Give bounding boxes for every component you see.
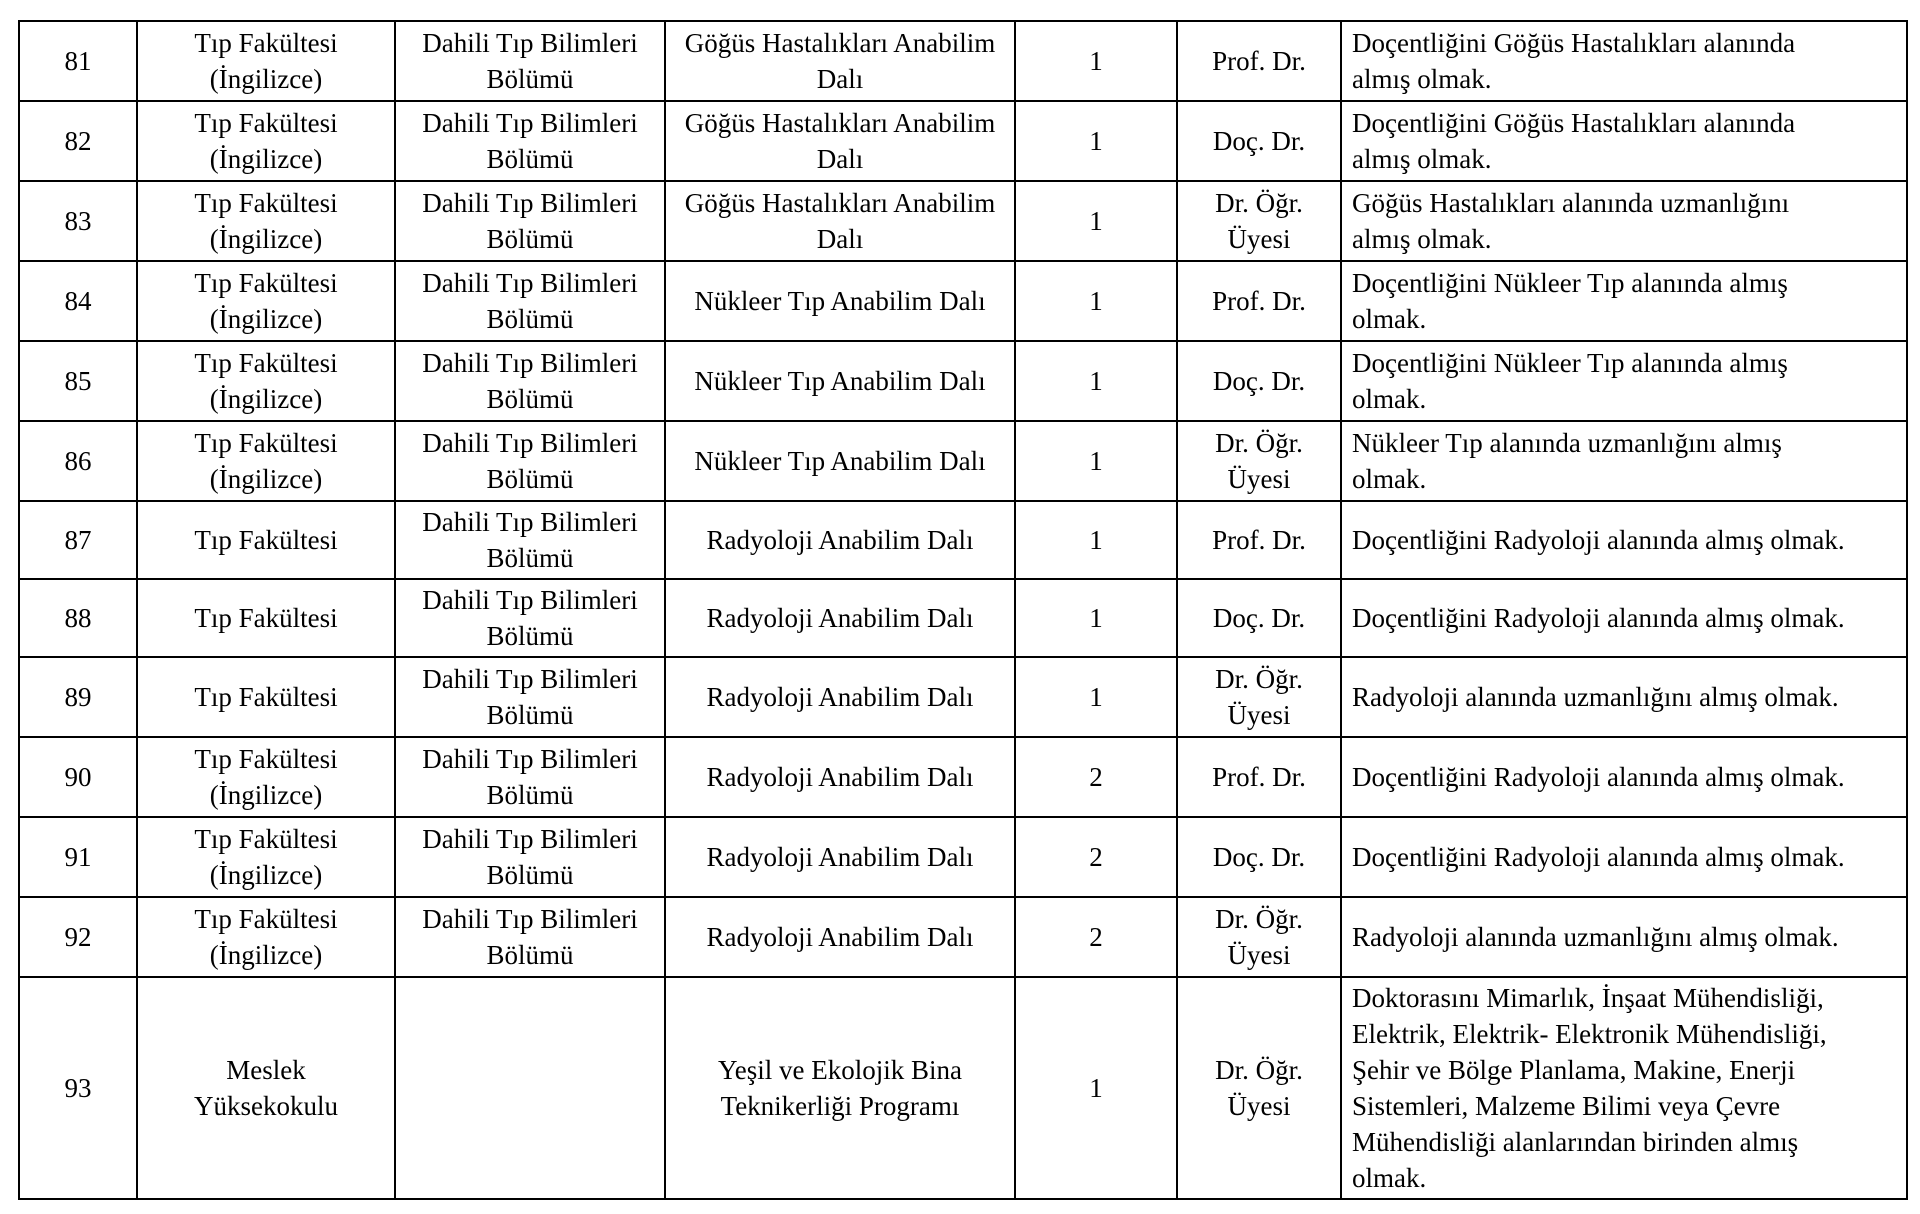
department-cell: Dahili Tıp Bilimleri Bölümü <box>395 341 665 421</box>
title-cell: Dr. Öğr. Üyesi <box>1177 421 1341 501</box>
title-cell: Doç. Dr. <box>1177 817 1341 897</box>
requirement-cell: Doçentliğini Göğüs Hastalıkları alanında almış olmak. <box>1341 21 1907 101</box>
row-number: 82 <box>19 101 137 181</box>
row-number: 83 <box>19 181 137 261</box>
count-cell: 1 <box>1015 21 1177 101</box>
requirement-cell: Doktorasını Mimarlık, İnşaat Mühendisliği, Elektrik, Elektrik- Elektronik Mühendisliği, Şehir ve Bölge Planlama, Makine, Enerji Sistemleri, Malzeme Bilimi veya Çevre Mühendisliği alanlarından birinden almış olmak. <box>1341 977 1907 1199</box>
faculty-cell: Tıp Fakültesi (İngilizce) <box>137 261 395 341</box>
unit-cell: Radyoloji Anabilim Dalı <box>665 657 1015 737</box>
department-cell: Dahili Tıp Bilimleri Bölümü <box>395 421 665 501</box>
title-cell: Doç. Dr. <box>1177 579 1341 657</box>
table-row <box>19 579 1907 657</box>
count-cell: 1 <box>1015 181 1177 261</box>
faculty-cell: Tıp Fakültesi (İngilizce) <box>137 341 395 421</box>
requirement-cell: Radyoloji alanında uzmanlığını almış olmak. <box>1341 657 1907 737</box>
unit-cell: Göğüs Hastalıkları Anabilim Dalı <box>665 101 1015 181</box>
row-number: 89 <box>19 657 137 737</box>
faculty-cell: Tıp Fakültesi (İngilizce) <box>137 21 395 101</box>
unit-cell: Radyoloji Anabilim Dalı <box>665 501 1015 579</box>
unit-cell: Nükleer Tıp Anabilim Dalı <box>665 341 1015 421</box>
department-cell: Dahili Tıp Bilimleri Bölümü <box>395 657 665 737</box>
title-cell: Prof. Dr. <box>1177 261 1341 341</box>
requirement-cell: Doçentliğini Radyoloji alanında almış olmak. <box>1341 737 1907 817</box>
faculty-cell: Tıp Fakültesi (İngilizce) <box>137 737 395 817</box>
table-row <box>19 261 1907 341</box>
positions-table <box>18 20 1908 1200</box>
row-number: 84 <box>19 261 137 341</box>
title-cell: Dr. Öğr. Üyesi <box>1177 897 1341 977</box>
count-cell: 2 <box>1015 817 1177 897</box>
unit-cell: Nükleer Tıp Anabilim Dalı <box>665 261 1015 341</box>
title-cell: Prof. Dr. <box>1177 21 1341 101</box>
title-cell: Prof. Dr. <box>1177 737 1341 817</box>
title-cell: Dr. Öğr. Üyesi <box>1177 657 1341 737</box>
department-cell <box>395 977 665 1199</box>
title-cell: Doç. Dr. <box>1177 341 1341 421</box>
table-row <box>19 977 1907 1199</box>
faculty-cell: Tıp Fakültesi (İngilizce) <box>137 897 395 977</box>
unit-cell: Yeşil ve Ekolojik Bina Teknikerliği Programı <box>665 977 1015 1199</box>
department-cell: Dahili Tıp Bilimleri Bölümü <box>395 21 665 101</box>
requirement-cell: Radyoloji alanında uzmanlığını almış olmak. <box>1341 897 1907 977</box>
row-number: 93 <box>19 977 137 1199</box>
department-cell: Dahili Tıp Bilimleri Bölümü <box>395 501 665 579</box>
requirement-cell: Doçentliğini Nükleer Tıp alanında almış olmak. <box>1341 261 1907 341</box>
unit-cell: Radyoloji Anabilim Dalı <box>665 897 1015 977</box>
row-number: 81 <box>19 21 137 101</box>
department-cell: Dahili Tıp Bilimleri Bölümü <box>395 897 665 977</box>
unit-cell: Göğüs Hastalıkları Anabilim Dalı <box>665 181 1015 261</box>
row-number: 85 <box>19 341 137 421</box>
faculty-cell: Tıp Fakültesi (İngilizce) <box>137 181 395 261</box>
row-number: 92 <box>19 897 137 977</box>
requirement-cell: Göğüs Hastalıkları alanında uzmanlığını almış olmak. <box>1341 181 1907 261</box>
unit-cell: Nükleer Tıp Anabilim Dalı <box>665 421 1015 501</box>
requirement-cell: Doçentliğini Radyoloji alanında almış olmak. <box>1341 579 1907 657</box>
requirement-cell: Doçentliğini Radyoloji alanında almış olmak. <box>1341 501 1907 579</box>
requirement-cell: Doçentliğini Nükleer Tıp alanında almış olmak. <box>1341 341 1907 421</box>
title-cell: Dr. Öğr. Üyesi <box>1177 977 1341 1199</box>
faculty-cell: Tıp Fakültesi <box>137 657 395 737</box>
unit-cell: Radyoloji Anabilim Dalı <box>665 817 1015 897</box>
faculty-cell: Tıp Fakültesi <box>137 579 395 657</box>
table-row <box>19 21 1907 101</box>
table-row <box>19 181 1907 261</box>
department-cell: Dahili Tıp Bilimleri Bölümü <box>395 261 665 341</box>
count-cell: 1 <box>1015 421 1177 501</box>
count-cell: 1 <box>1015 579 1177 657</box>
count-cell: 1 <box>1015 501 1177 579</box>
table-row <box>19 501 1907 579</box>
title-cell: Dr. Öğr. Üyesi <box>1177 181 1341 261</box>
department-cell: Dahili Tıp Bilimleri Bölümü <box>395 101 665 181</box>
requirement-cell: Doçentliğini Göğüs Hastalıkları alanında almış olmak. <box>1341 101 1907 181</box>
row-number: 91 <box>19 817 137 897</box>
row-number: 86 <box>19 421 137 501</box>
count-cell: 1 <box>1015 341 1177 421</box>
requirement-cell: Nükleer Tıp alanında uzmanlığını almış olmak. <box>1341 421 1907 501</box>
department-cell: Dahili Tıp Bilimleri Bölümü <box>395 817 665 897</box>
table-row <box>19 817 1907 897</box>
count-cell: 1 <box>1015 977 1177 1199</box>
table-row <box>19 897 1907 977</box>
department-cell: Dahili Tıp Bilimleri Bölümü <box>395 579 665 657</box>
count-cell: 1 <box>1015 261 1177 341</box>
faculty-cell: Tıp Fakültesi (İngilizce) <box>137 421 395 501</box>
faculty-cell: Tıp Fakültesi (İngilizce) <box>137 817 395 897</box>
table-row <box>19 421 1907 501</box>
unit-cell: Radyoloji Anabilim Dalı <box>665 579 1015 657</box>
unit-cell: Göğüs Hastalıkları Anabilim Dalı <box>665 21 1015 101</box>
title-cell: Doç. Dr. <box>1177 101 1341 181</box>
table-row <box>19 737 1907 817</box>
row-number: 87 <box>19 501 137 579</box>
requirement-cell: Doçentliğini Radyoloji alanında almış olmak. <box>1341 817 1907 897</box>
row-number: 90 <box>19 737 137 817</box>
row-number: 88 <box>19 579 137 657</box>
faculty-cell: Tıp Fakültesi (İngilizce) <box>137 101 395 181</box>
count-cell: 1 <box>1015 657 1177 737</box>
department-cell: Dahili Tıp Bilimleri Bölümü <box>395 181 665 261</box>
title-cell: Prof. Dr. <box>1177 501 1341 579</box>
unit-cell: Radyoloji Anabilim Dalı <box>665 737 1015 817</box>
count-cell: 1 <box>1015 101 1177 181</box>
count-cell: 2 <box>1015 737 1177 817</box>
department-cell: Dahili Tıp Bilimleri Bölümü <box>395 737 665 817</box>
count-cell: 2 <box>1015 897 1177 977</box>
faculty-cell: Tıp Fakültesi <box>137 501 395 579</box>
table-row <box>19 657 1907 737</box>
faculty-cell: Meslek Yüksekokulu <box>137 977 395 1199</box>
table-row <box>19 101 1907 181</box>
table-row <box>19 341 1907 421</box>
